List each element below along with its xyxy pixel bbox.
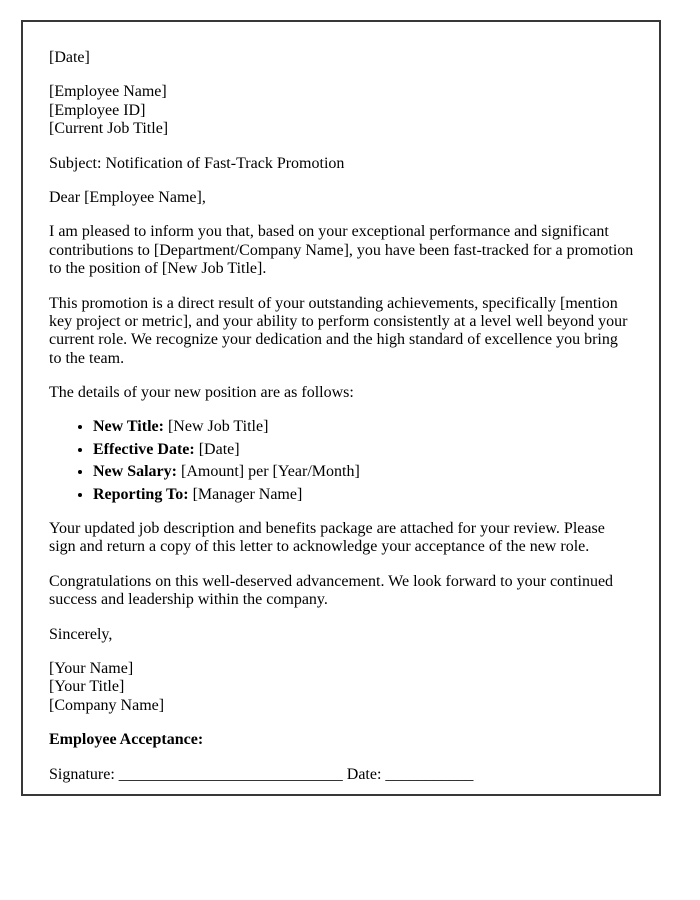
detail-label: Effective Date: <box>93 440 195 458</box>
recipient-employee-id: [Employee ID] <box>49 101 146 119</box>
sender-title: [Your Title] <box>49 678 125 696</box>
list-item-effective-date <box>93 441 634 459</box>
detail-value: [New Job Title] <box>167 418 269 436</box>
signature-blank-line: ____________________________ <box>118 765 343 783</box>
detail-label: New Title: <box>93 418 164 436</box>
closing: Sincerely, <box>49 625 113 643</box>
detail-label: Reporting To: <box>93 485 189 503</box>
date-blank-line: ___________ <box>385 765 474 783</box>
sender-company: [Company Name] <box>49 696 165 714</box>
paragraph-intro: I am pleased to inform you that, based on your exceptional performance and significant contributions to [Department/Company Name], you have been fast-tracked for a promotion to the position of [New Job Title]. <box>49 223 634 278</box>
paragraph-congratulations: Congratulations on this well-deserved advancement. We look forward to your continued success and leadership within the company. <box>49 572 614 609</box>
letter-date: [Date] <box>49 49 90 66</box>
recipient-current-job-title: [Current Job Title] <box>49 120 169 138</box>
detail-label: New Salary: <box>93 463 177 481</box>
list-item-new-salary <box>93 463 634 481</box>
sender-block <box>49 660 634 715</box>
detail-value: [Amount] per [Year/Month] <box>180 463 360 481</box>
signature-label: Signature: <box>49 765 115 783</box>
recipient-name: [Employee Name] <box>49 83 167 101</box>
detail-value: [Date] <box>198 440 240 458</box>
date-label: Date: <box>346 765 382 783</box>
sender-name: [Your Name] <box>49 659 134 677</box>
salutation: Dear [Employee Name], <box>49 188 206 206</box>
paragraph-achievements: This promotion is a direct result of your outstanding achievements, specifically [mention key project or metric], and your ability to perform consistently at a level well beyond your current role. We recognize your dedication and the high standard of excellence you bring to the team. <box>49 294 628 367</box>
acceptance-heading: Employee Acceptance: <box>49 731 204 749</box>
acceptance-signature-row <box>49 766 634 784</box>
list-item-reporting-to <box>93 486 634 504</box>
list-item-new-title <box>93 418 634 436</box>
detail-value: [Manager Name] <box>192 485 303 503</box>
subject-line: Subject: Notification of Fast-Track Promotion <box>49 154 345 172</box>
recipient-block <box>49 83 634 138</box>
paragraph-review-request: Your updated job description and benefits package are attached for your review. Please sign and return a copy of this letter to acknowledge your acceptance of the new role. <box>49 520 605 556</box>
promotion-letter-page <box>21 20 661 796</box>
details-list <box>49 418 634 504</box>
paragraph-details-intro: The details of your new position are as follows: <box>49 384 354 402</box>
